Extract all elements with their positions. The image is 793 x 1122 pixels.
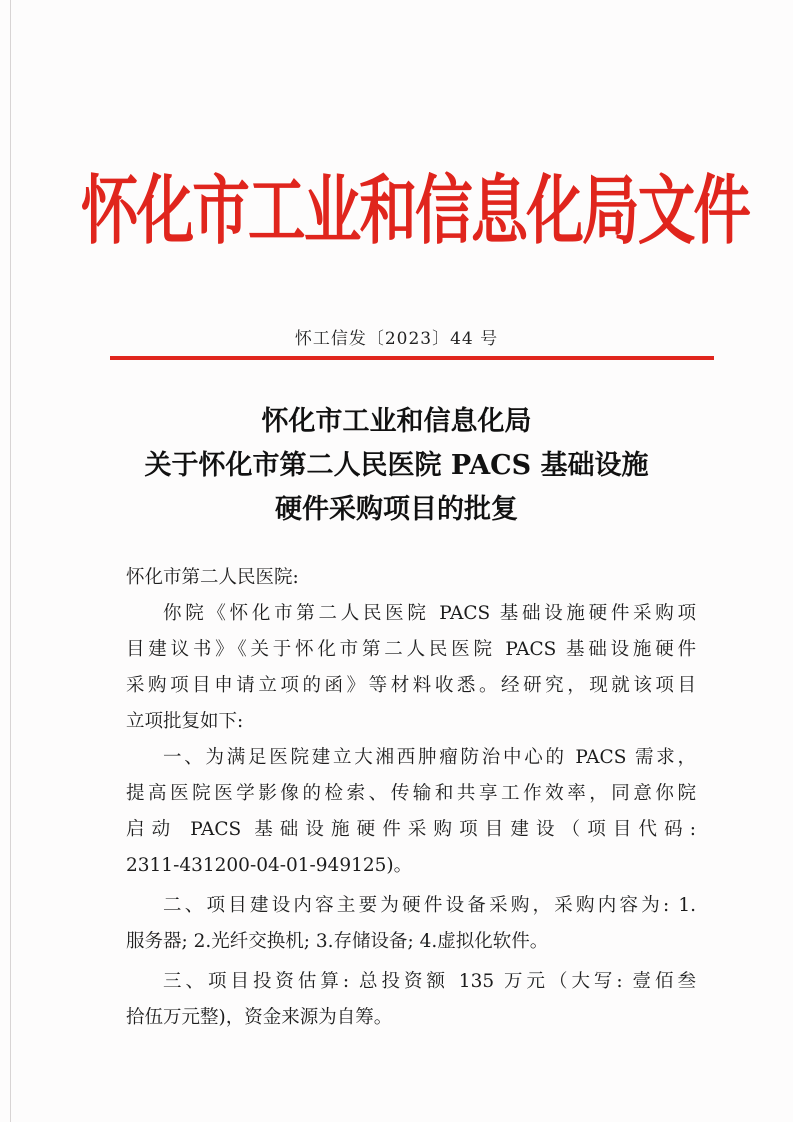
paragraph-line: 立项批复如下:	[126, 711, 244, 732]
title-line-2: 关于怀化市第二人民医院 PACS 基础设施	[144, 450, 649, 481]
paragraph-line: 启动 PACS 基础设施硬件采购项目建设（项目代码:	[126, 819, 696, 840]
title-line-3: 硬件采购项目的批复	[275, 494, 518, 525]
document-title	[60, 400, 733, 532]
paragraph-line: 拾伍万元整)，资金来源为自筹。	[126, 1007, 393, 1028]
red-header	[80, 150, 750, 260]
document-body	[126, 560, 696, 1036]
paragraph-line: 三、项目投资估算: 总投资额 135 万元（大写: 壹佰叁	[163, 971, 696, 992]
paragraph-line: 一、为满足医院建立大湘西肿瘤防治中心的 PACS 需求，	[163, 747, 696, 768]
red-divider-line	[110, 356, 714, 360]
red-header-title: 怀化市工业和信息化局文件	[80, 167, 750, 255]
title-line-1: 怀化市工业和信息化局	[261, 406, 532, 437]
paragraph-line: 你院《怀化市第二人民医院 PACS 基础设施硬件采购项	[163, 603, 696, 624]
paragraph-line: 2311-431200-04-01-949125)。	[126, 855, 413, 876]
paragraph-item-2	[126, 888, 696, 960]
document-number: 怀工信发〔2023〕44 号	[294, 329, 499, 349]
page-edge	[10, 0, 11, 1122]
paragraph-line: 目建议书》《关于怀化市第二人民医院 PACS 基础设施硬件	[126, 639, 696, 660]
paragraph-item-3	[126, 964, 696, 1036]
paragraph-line: 二、项目建设内容主要为硬件设备采购，采购内容为: 1.	[163, 895, 696, 916]
paragraph-line: 提高医院医学影像的检索、传输和共享工作效率，同意你院	[126, 783, 696, 804]
addressee: 怀化市第二人民医院:	[126, 567, 299, 588]
paragraph-line: 采购项目申请立项的函》等材料收悉。经研究，现就该项目	[126, 675, 696, 696]
paragraph-item-1	[126, 740, 696, 884]
paragraph-intro	[126, 596, 696, 740]
paragraph-line: 服务器; 2.光纤交换机; 3.存储设备; 4.虚拟化软件。	[126, 931, 549, 952]
